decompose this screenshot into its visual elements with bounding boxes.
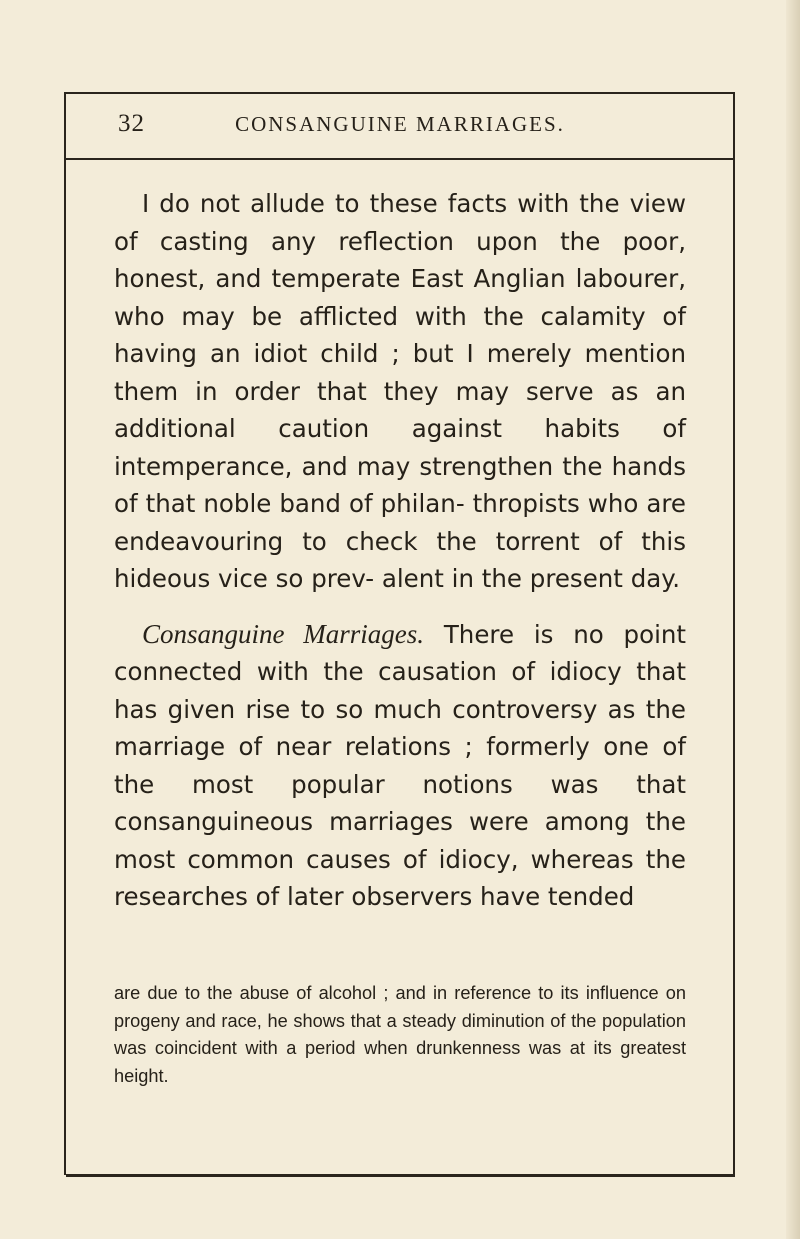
frame-bottom-rule xyxy=(66,1174,734,1177)
frame-top-rule xyxy=(66,92,734,94)
scan-page-edge xyxy=(786,0,800,1239)
section-heading: Consanguine Marriages. xyxy=(142,618,425,649)
header-rule xyxy=(66,158,734,160)
paragraph-text: There is no point connected with the causation of idiocy that has given rise to so much controversy as the marriage of near relations ; formerly one of the most popular notions was that consanguineous marriages were among the most common causes of idiocy, whereas the researches of later observers have tended xyxy=(114,619,687,911)
frame-left-rule xyxy=(64,92,66,1175)
footnote: are due to the abuse of alcohol ; and in reference to its influence on progeny and race, he shows that a steady diminution of the population was coincident with a period when drunkenness was at its greatest height. xyxy=(114,983,686,1086)
running-head-title: CONSANGUINE MARRIAGES. xyxy=(235,112,565,136)
paragraph-consanguine-marriages xyxy=(114,616,686,916)
running-head xyxy=(66,110,734,150)
paragraph-intemperance: I do not allude to these facts with the view of casting any reflection upon the poor, honest, and temperate East Anglian labourer, who may be afflicted with the calamity of having an idiot child ; but I merely mention them in order that they may serve as an additional caution against habits of intemperance, and may strengthen the hands of that noble band of philan- thropists who are endeavouring to check the torrent of this hideous vice so prev- alent in the present day. xyxy=(114,189,686,593)
body-text xyxy=(114,185,686,916)
page-number: 32 xyxy=(118,110,145,137)
frame-right-rule xyxy=(733,92,735,1177)
